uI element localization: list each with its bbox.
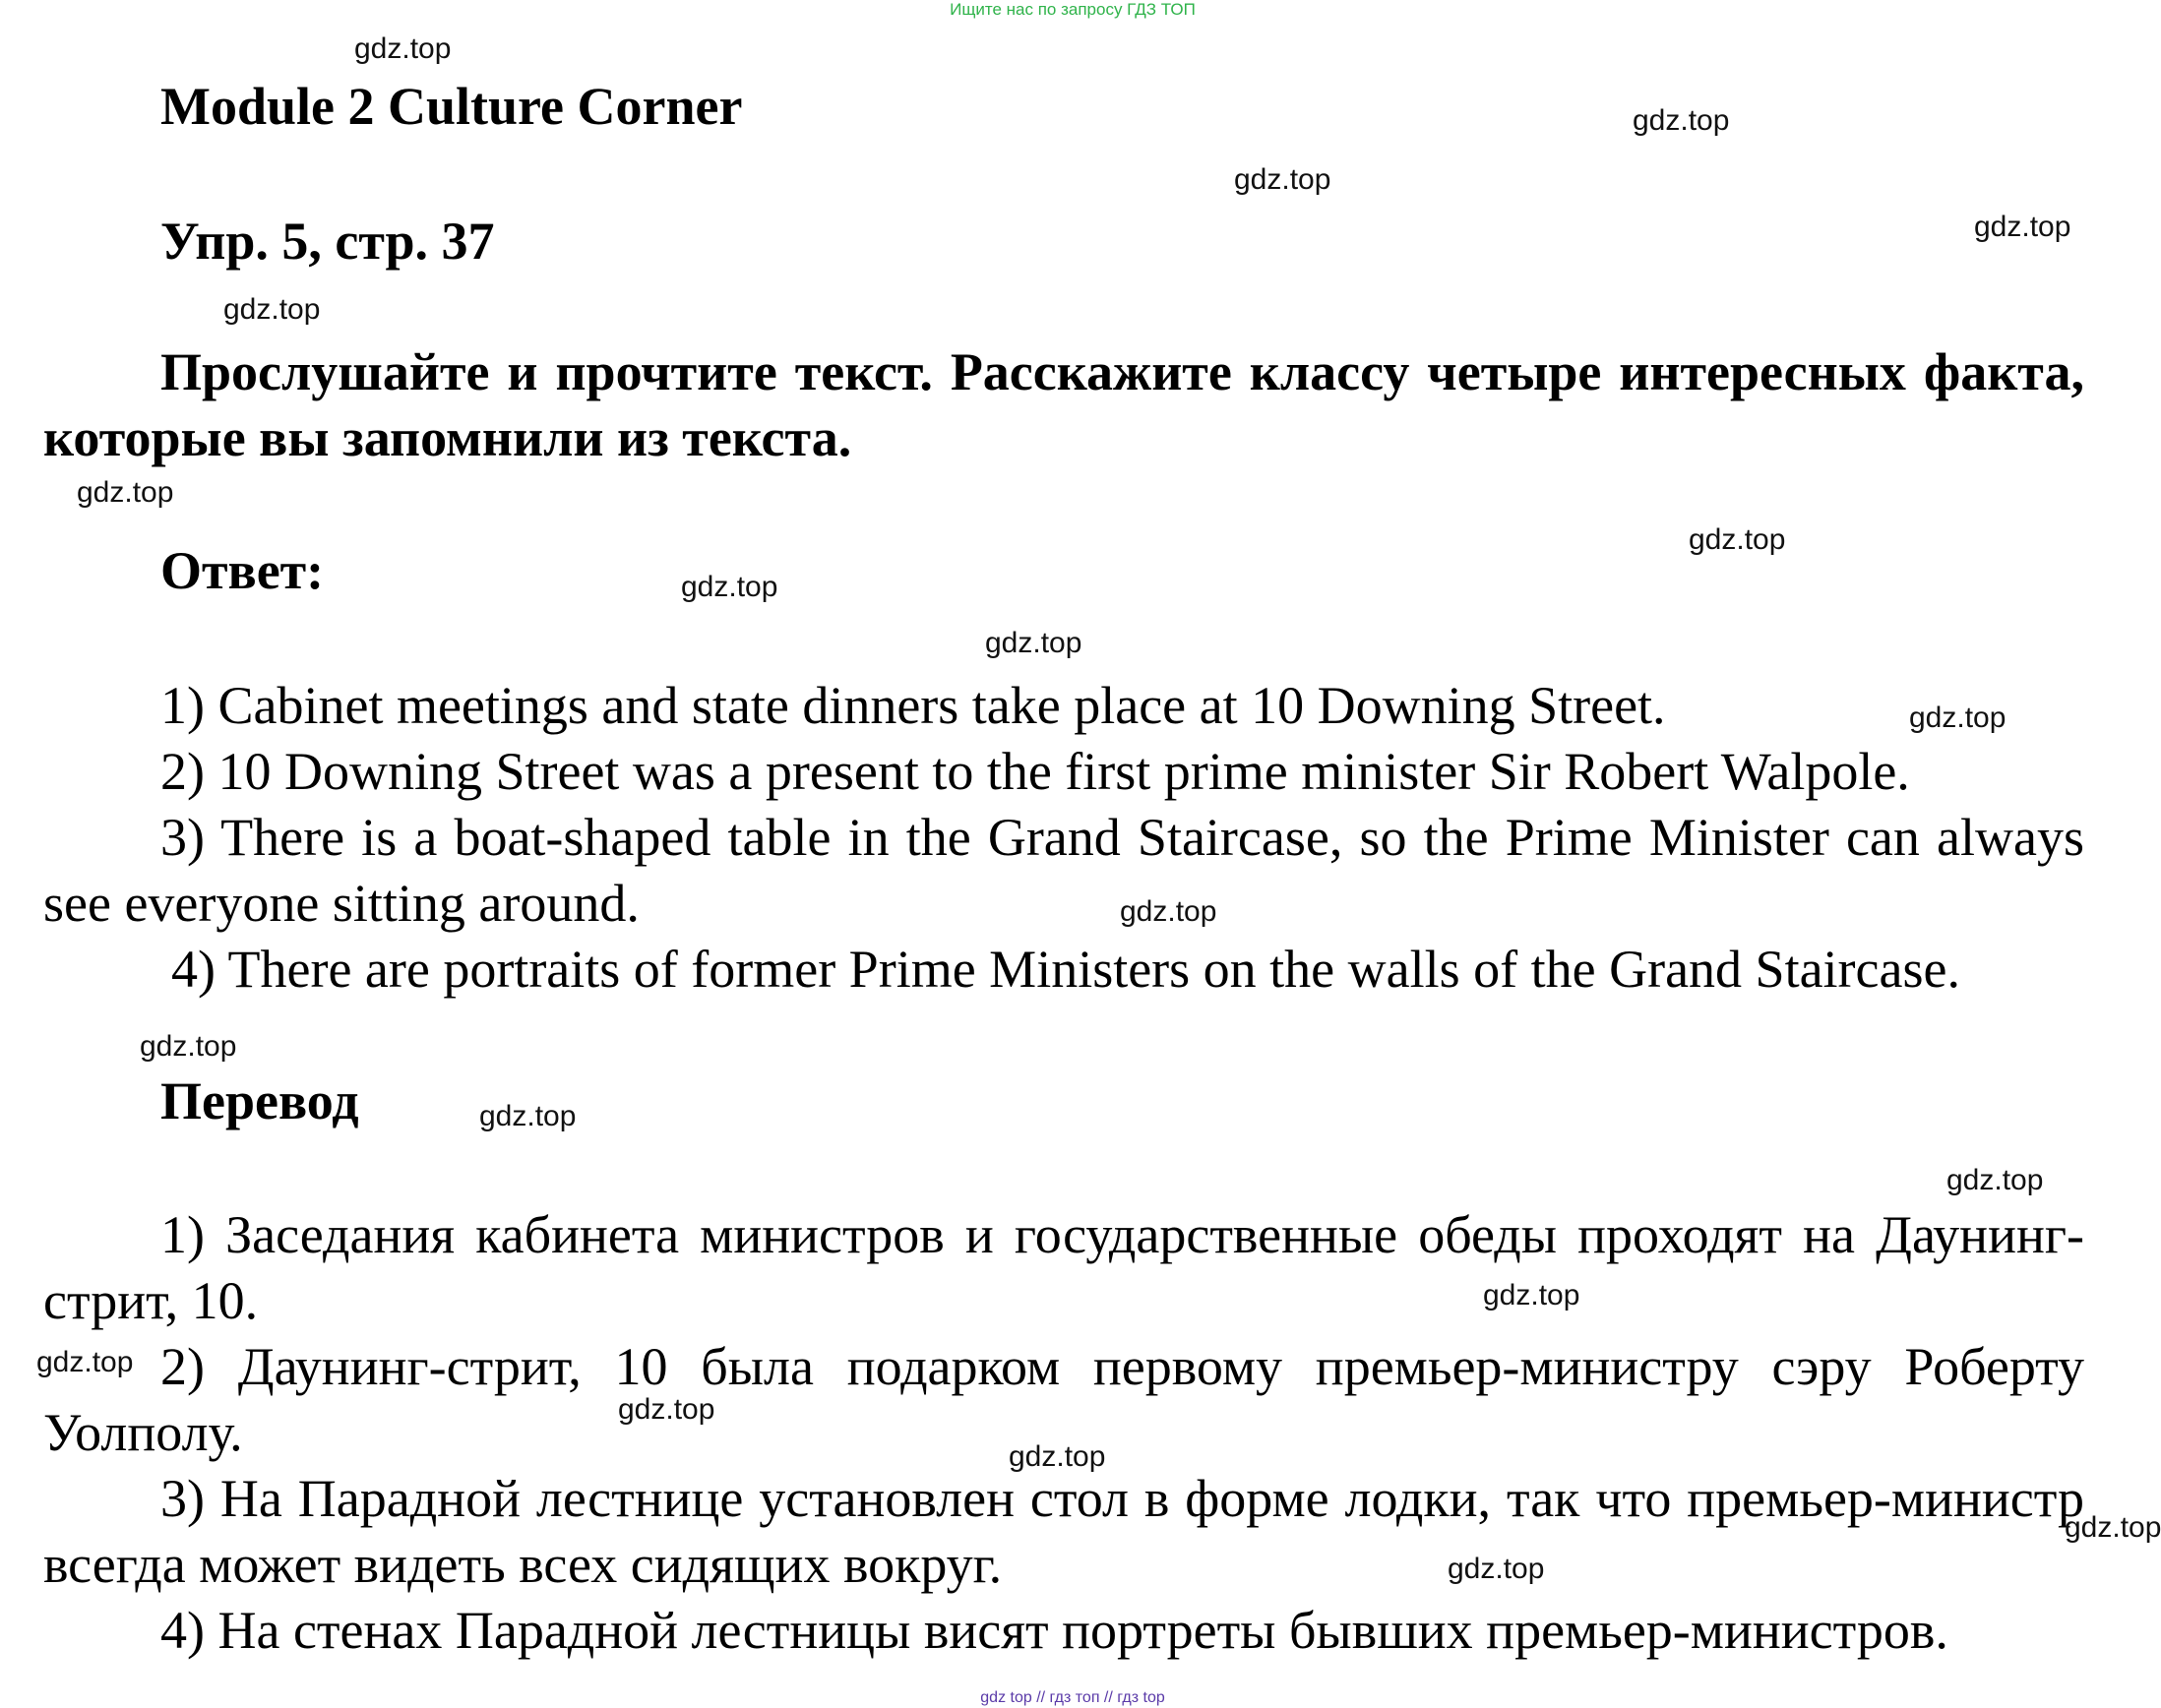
exercise-number: Упр. 5, стр. 37 bbox=[160, 212, 495, 271]
footer-watermark: gdz top // гдз топ // гдз top bbox=[980, 1689, 1165, 1706]
answer-item: 1) Cabinet meetings and state dinners take place at 10 Downing Street. bbox=[160, 676, 1666, 735]
watermark: gdz.top bbox=[1009, 1440, 1106, 1473]
watermark: gdz.top bbox=[1689, 523, 1786, 556]
top-banner: Ищите нас по запросу ГДЗ ТОП bbox=[950, 0, 1196, 19]
answer-item: 2) 10 Downing Street was a present to the first prime minister Sir Robert Walpole. bbox=[160, 742, 1910, 801]
watermark: gdz.top bbox=[223, 293, 321, 326]
watermark: gdz.top bbox=[1946, 1164, 2044, 1196]
translation-item: 3) На Парадной лестнице установлен стол в форме лодки, так что премьер-министр всегда может видеть всех сидящих вокруг. bbox=[43, 1469, 2084, 1594]
answer-item: 4) There are portraits of former Prime Ministers on the walls of the Grand Staircase. bbox=[171, 940, 1960, 999]
watermark: gdz.top bbox=[77, 476, 174, 509]
watermark: gdz.top bbox=[479, 1100, 577, 1132]
page-title: Module 2 Culture Corner bbox=[160, 77, 743, 136]
answer-heading: Ответ: bbox=[160, 541, 325, 600]
watermark: gdz.top bbox=[36, 1346, 134, 1378]
watermark: gdz.top bbox=[1483, 1279, 1580, 1312]
watermark: gdz.top bbox=[1974, 211, 2071, 243]
watermark: gdz.top bbox=[1120, 895, 1217, 928]
watermark: gdz.top bbox=[618, 1393, 715, 1426]
translation-item: 1) Заседания кабинета министров и государственные обеды проходят на Даунинг-стрит, 10. bbox=[43, 1205, 2084, 1330]
translation-item: 4) На стенах Парадной лестницы висят портреты бывших премьер-министров. bbox=[160, 1601, 1948, 1660]
watermark: gdz.top bbox=[1448, 1553, 1545, 1585]
translation-item: 2) Даунинг-стрит, 10 была подарком первому премьер-министру сэру Роберту Уолполу. bbox=[43, 1337, 2084, 1462]
watermark: gdz.top bbox=[1909, 702, 2007, 734]
watermark: gdz.top bbox=[985, 627, 1082, 659]
watermark: gdz.top bbox=[140, 1030, 237, 1063]
watermark: gdz.top bbox=[2065, 1511, 2161, 1544]
translation-heading: Перевод bbox=[160, 1071, 359, 1130]
watermark: gdz.top bbox=[354, 32, 452, 65]
watermark: gdz.top bbox=[1234, 163, 1331, 196]
watermark: gdz.top bbox=[681, 571, 778, 603]
answer-item: 3) There is a boat-shaped table in the Grand Staircase, so the Prime Minister can always see everyone sitting around. bbox=[43, 808, 2084, 933]
task-text: Прослушайте и прочтите текст. Расскажите классу четыре интересных факта, которые вы запомнили из текста. bbox=[43, 342, 2084, 467]
watermark: gdz.top bbox=[1633, 104, 1730, 137]
